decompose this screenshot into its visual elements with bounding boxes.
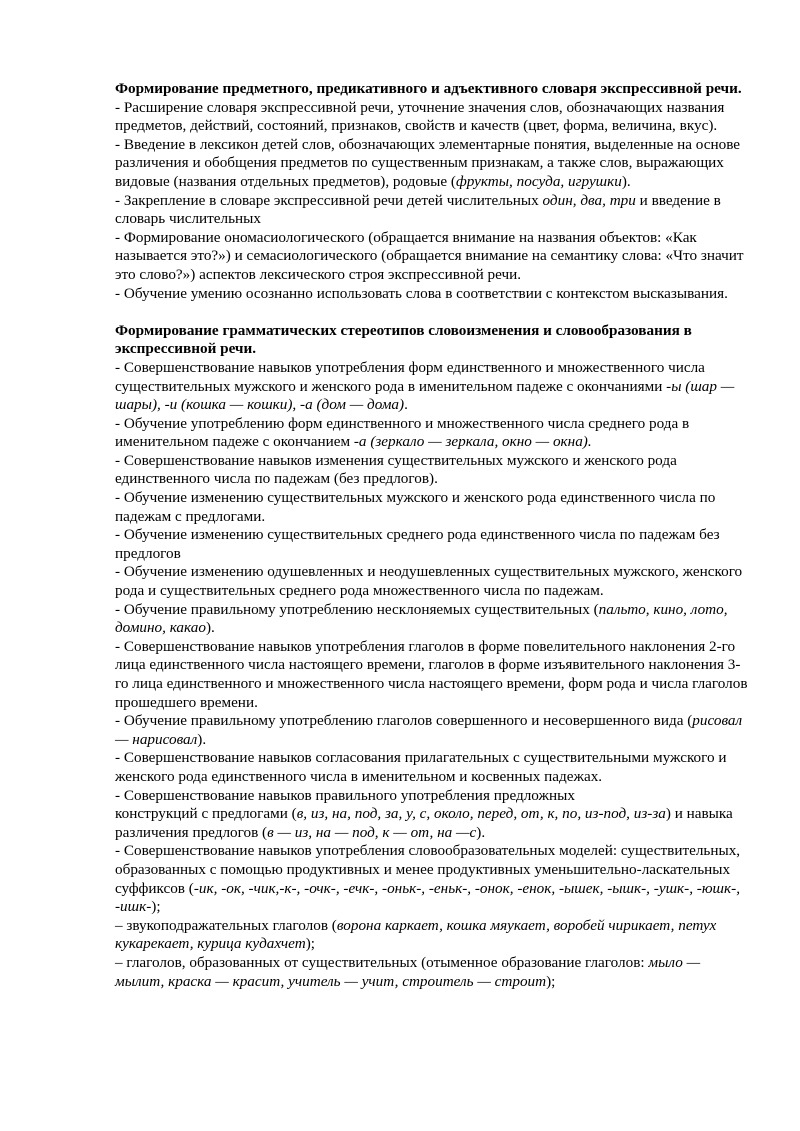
italic-run: пальто, кино, лото, домино, какао [115,600,728,637]
italic-run: фрукты, посуда, игрушки [455,172,622,190]
list-item [115,563,750,600]
document-page [115,80,750,991]
list-item [115,452,750,489]
list-item [115,415,750,452]
italic-run: один, два, три [542,191,636,209]
list-item [115,638,750,712]
italic-run: в — из, на — под, к — от, на —с [267,823,477,841]
list-item [115,954,750,991]
text-run: - Совершенствование навыков изменения существительных мужского и женского рода единственного числа по падежам (без предлогов). [115,451,677,488]
list-item [115,489,750,526]
section-title-vocabulary: Формирование предметного, предикативного и адъективного словаря экспрессивной речи. [115,80,742,97]
list-item [115,842,750,916]
list-item [115,917,750,954]
list-item [115,229,750,285]
text-run: - Формирование ономасиологического (обращается внимание на названия объектов: «Как называется это?») и семасиологического (обращается внимание на семантику слова: «Что значит это слово?») аспектов лексического строя экспрессивной речи. [115,228,744,283]
list-item [115,285,750,304]
text-run: - Совершенствование навыков согласования прилагательных с существительными мужского и женского рода единственного числа в именительном и косвенных падежах. [115,749,727,785]
text-run: - Совершенствование навыков правильного употребления предложных [115,786,575,804]
section-spacer [115,303,750,322]
list-item [115,601,750,638]
text-run: ). [205,619,215,637]
italic-run: в, из, на, под, за, у, с, около, перед, от, к, по, из-под, из-за [296,805,666,823]
text-run: ). [476,823,486,841]
text-run: ). [197,730,207,748]
text-run: - Совершенствование навыков употребления форм единственного и множественного числа существительных мужского и женского рода в именительном падеже с окончаниями [115,358,705,395]
text-run: - Обучение умению осознанно использовать слова в соответствии с контекстом высказывания. [115,284,728,302]
text-run: ) и навыка различения предлогов ( [115,805,733,841]
list-item [115,787,750,843]
italic-run: рисовал — нарисовал [115,712,743,748]
list-item [115,526,750,563]
text-run: ); [305,935,315,953]
text-run: - Введение в лексикон детей слов, обозначающих элементарные понятия, выделенные на основе различения и обобщения предметов по существенным признакам, а также слов, выражающих видовые (названия отдельных предметов), родовые ( [115,135,741,190]
text-run: - Обучение изменению существительных среднего рода единственного числа по падежам без предлогов [115,526,720,562]
text-run: – звукоподражательных глаголов ( [115,916,337,934]
text-run: - Обучение употреблению форм единственного и множественного числа среднего рода в именительном падеже с окончанием [115,414,690,451]
list-item [115,359,750,415]
text-run: - Совершенствование навыков употребления словообразовательных моделей: существительных, образованных с помощью продуктивных и менее продуктивных уменьшительно-ласкательных суффиксов ( [115,842,741,897]
section-title-grammar: Формирование грамматических стереотипов словоизменения и словообразования в экспрессивной речи. [115,321,692,358]
text-run: ); [151,898,161,916]
text-run: - Обучение изменению существительных мужского и женского рода единственного числа по падежам с предлогами. [115,489,716,525]
text-run: – глаголов, образованных от существительных (отыменное образование глаголов: [115,953,649,971]
italic-run: -а (зеркало — зеркала, окно — окна). [353,433,592,451]
text-run: и введение в словарь числительных [115,191,721,228]
italic-run: мыло — мылит, краска — красит, учитель — учит, строитель — строит [115,953,701,990]
italic-run: ворона каркает, кошка мяукает, воробей чирикает, петух кукарекает, курица кудахчет [115,916,717,953]
list-item [115,136,750,192]
italic-run: -ы (шар — шары), -и (кошка — кошки), -а (дом — дома) [115,377,735,414]
text-run: . [404,396,408,414]
list-item [115,99,750,136]
text-run: - Обучение правильному употреблению глаголов совершенного и несовершенного вида ( [115,712,693,730]
text-run: - Закрепление в словаре экспрессивной речи детей числительных [115,191,543,209]
list-item [115,712,750,749]
text-run: - Обучение правильному употреблению несклоняемых существительных ( [115,600,599,618]
text-run: ); [546,972,556,990]
italic-run: -ик, -ок, -чик,-к-, -очк-, -ечк-, -оньк-, -еньк-, -онок, -енок, -ышек, -ышк-, -ушк-, -юшк-, -ишк- [115,879,740,916]
text-run: конструкций с предлогами ( [115,805,297,823]
text-run: - Расширение словаря экспрессивной речи, уточнение значения слов, обозначающих названия предметов, действий, состояний, признаков, свойств и качеств (цвет, форма, величина, вкус). [115,98,725,135]
text-run: - Совершенствование навыков употребления глаголов в форме повелительного наклонения 2-го лица единственного числа настоящего времени, глаголов в форме изъявительного наклонения 3-го лица единственного и множественного числа настоящего времени, форм рода и числа глаголов прошедшего времени. [115,637,748,711]
text-run: ). [621,172,631,190]
text-run: - Обучение изменению одушевленных и неодушевленных существительных мужского, женского рода и существительных среднего рода множественного числа по падежам. [115,563,743,600]
list-item [115,192,750,229]
list-item [115,749,750,786]
